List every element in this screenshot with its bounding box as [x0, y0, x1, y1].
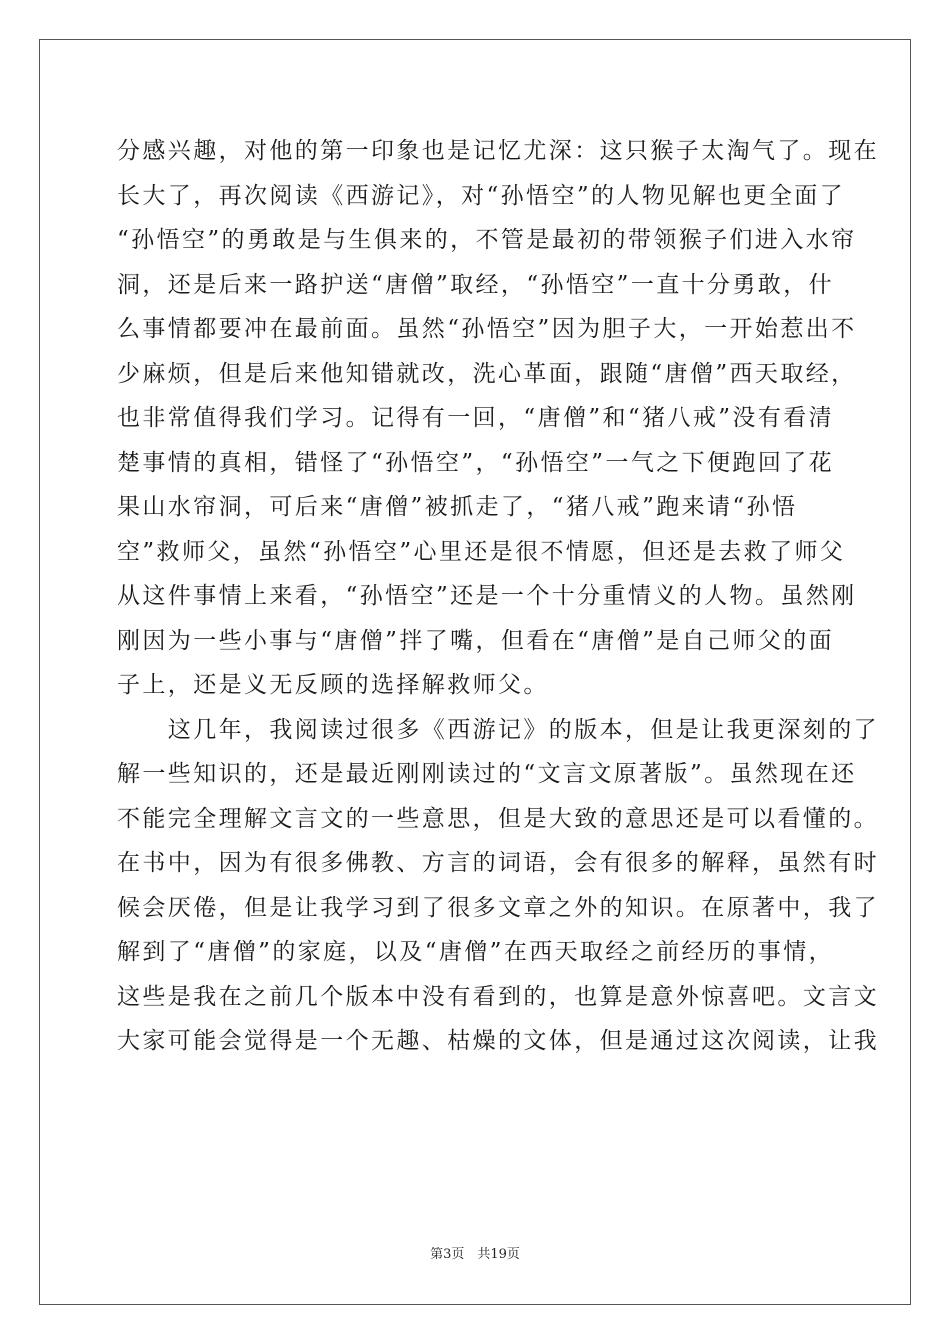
text-line: 洞，还是后来一路护送“唐僧”取经，“孙悟空”一直十分勇敢，什: [117, 271, 835, 298]
text-line: 从这件事情上来看，“孙悟空”还是一个十分重情义的人物。虽然刚: [117, 583, 857, 609]
text-line: 在书中，因为有很多佛教、方言的词语，会有很多的解释，虽然有时: [117, 850, 879, 876]
text-line: 果山水帘洞，可后来“唐僧”被抓走了，“猪八戒”跑来请“孙悟: [117, 494, 798, 520]
text-line: 解到了“唐僧”的家庭，以及“唐僧”在西天取经之前经历的事情，: [117, 939, 835, 965]
text-line: 么事情都要冲在最前面。虽然“孙悟空”因为胆子大，一开始惹出不: [117, 316, 857, 342]
text-line: 大家可能会觉得是一个无趣、枯燥的文体，但是通过这次阅读，让我: [117, 1028, 879, 1054]
text-line: 候会厌倦，但是让我学习到了很多文章之外的知识。在原著中，我了: [117, 894, 879, 921]
text-line: 这些是我在之前几个版本中没有看到的，也算是意外惊喜吧。文言文: [117, 983, 879, 1010]
document-body: [117, 129, 879, 1064]
text-line: 楚事情的真相，错怪了“孙悟空”，“孙悟空”一气之下便跑回了花: [117, 449, 835, 476]
text-line: 空”救师父，虽然“孙悟空”心里还是很不情愿，但还是去救了师父: [117, 538, 846, 565]
text-line: 长大了，再次阅读《西游记》，对“孙悟空”的人物见解也更全面了: [117, 182, 846, 209]
text-line: 解一些知识的，还是最近刚刚读过的“文言文原著版”。虽然现在还: [117, 761, 857, 787]
text-line: 也非常值得我们学习。记得有一回，“唐僧”和“猪八戒”没有看清: [117, 405, 835, 431]
text-line: 不能完全理解文言文的一些意思，但是大致的意思还是可以看懂的。: [117, 805, 879, 832]
text-line: 少麻烦，但是后来他知错就改，洗心革面，跟随“唐僧”西天取经，: [117, 360, 857, 387]
text-line: 子上，还是义无反顾的选择解救师父。: [117, 672, 549, 698]
page-number-footer: 第3页 共19页: [430, 1247, 520, 1262]
text-line: “孙悟空”的勇敢是与生俱来的，不管是最初的带领猴子们进入水帘: [117, 227, 857, 253]
text-line: 分感兴趣，对他的第一印象也是记忆尤深：这只猴子太淘气了。现在: [117, 138, 879, 164]
text-line: 刚因为一些小事与“唐僧”拌了嘴，但看在“唐僧”是自己师父的面: [117, 627, 835, 654]
text-line: 这几年，我阅读过很多《西游记》的版本，但是让我更深刻的了: [117, 716, 879, 743]
